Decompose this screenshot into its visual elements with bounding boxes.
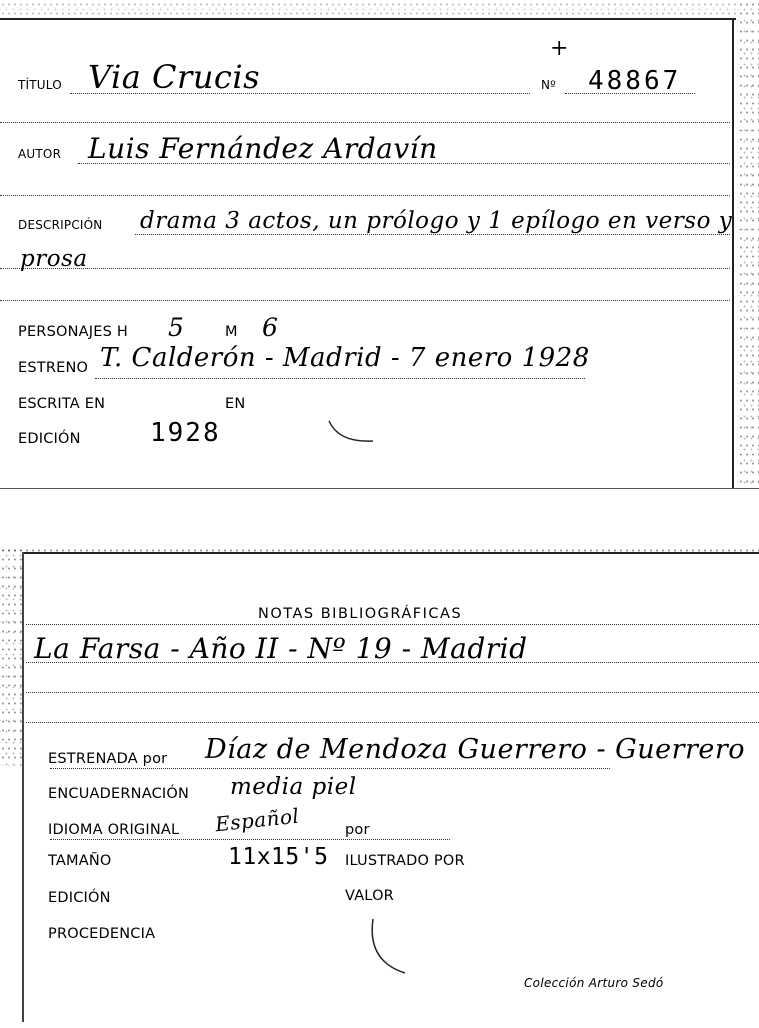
- card-left-edge: [22, 552, 24, 1022]
- value-label: VALOR: [345, 888, 394, 904]
- illustrated-label: ILUSTRADO POR: [345, 853, 465, 869]
- provenance-label: PROCEDENCIA: [48, 926, 156, 942]
- original-language-line: [50, 839, 450, 840]
- size-value: 11x15'5: [228, 844, 329, 870]
- title-value: Via Crucis: [88, 58, 260, 96]
- description-value-line1: drama 3 actos, un prólogo y 1 epílogo en verso y: [140, 208, 733, 234]
- notes-line: [26, 692, 759, 693]
- edition-value: 1928: [150, 418, 221, 448]
- notes-line: [26, 722, 759, 723]
- por-label: por: [345, 822, 370, 838]
- catalog-card-front: [0, 0, 759, 492]
- notes-heading: NOTAS BIBLIOGRÁFICAS: [258, 606, 463, 622]
- rule-line: [0, 300, 730, 301]
- characters-h-value: 5: [168, 313, 185, 342]
- author-value: Luis Fernández Ardavín: [88, 132, 438, 165]
- number-mark: +: [550, 36, 569, 61]
- catalog-card-back: [0, 546, 759, 1028]
- description-line-1: [135, 234, 730, 235]
- written-in-label: ESCRITA EN: [18, 396, 106, 412]
- notes-line: [26, 662, 759, 663]
- card-right-edge: [732, 18, 734, 488]
- scan-noise-top: [0, 0, 736, 16]
- original-language-value: Español: [213, 803, 301, 837]
- author-label: AUTOR: [18, 147, 62, 161]
- hole-mark: [325, 415, 385, 450]
- rule-line: [0, 195, 730, 196]
- characters-m-label: M: [225, 324, 238, 340]
- binding-label: ENCUADERNACIÓN: [48, 786, 190, 802]
- premiere-value: T. Calderón - Madrid - 7 enero 1928: [100, 343, 590, 373]
- hole-mark: [365, 911, 425, 986]
- notes-line: [26, 624, 759, 625]
- card-top-edge: [0, 18, 736, 20]
- notes-value: La Farsa - Año II - Nº 19 - Madrid: [34, 632, 528, 665]
- scan-noise: [738, 0, 759, 486]
- premiere-label: ESTRENO: [18, 360, 89, 376]
- characters-label: PERSONAJES H: [18, 324, 128, 340]
- premiered-by-value: Díaz de Mendoza Guerrero - Guerrero: [205, 734, 746, 765]
- edition-label: EDICIÓN: [48, 890, 111, 906]
- title-label: TÍTULO: [18, 78, 62, 92]
- rule-line: [0, 122, 730, 123]
- size-label: TAMAÑO: [48, 853, 112, 869]
- written-en-label: EN: [225, 396, 246, 412]
- description-value-line2: prosa: [20, 246, 88, 272]
- card-bottom-edge: [0, 488, 759, 489]
- description-line-2: [0, 268, 730, 269]
- binding-value: media piel: [230, 774, 357, 800]
- original-language-label: IDIOMA ORIGINAL: [48, 822, 180, 838]
- premiered-by-line: [50, 768, 610, 769]
- description-label: DESCRIPCIÓN: [18, 218, 103, 232]
- scan-noise-left: [0, 546, 22, 766]
- number-label: Nº: [541, 78, 557, 92]
- edition-label: EDICIÓN: [18, 431, 81, 447]
- premiered-by-label: ESTRENADA por: [48, 751, 168, 767]
- collection-stamp: Colección Arturo Sedó: [524, 976, 664, 990]
- characters-m-value: 6: [262, 313, 279, 342]
- number-value: 48867: [588, 66, 682, 96]
- premiere-line: [95, 378, 585, 379]
- card-top-edge: [22, 552, 759, 554]
